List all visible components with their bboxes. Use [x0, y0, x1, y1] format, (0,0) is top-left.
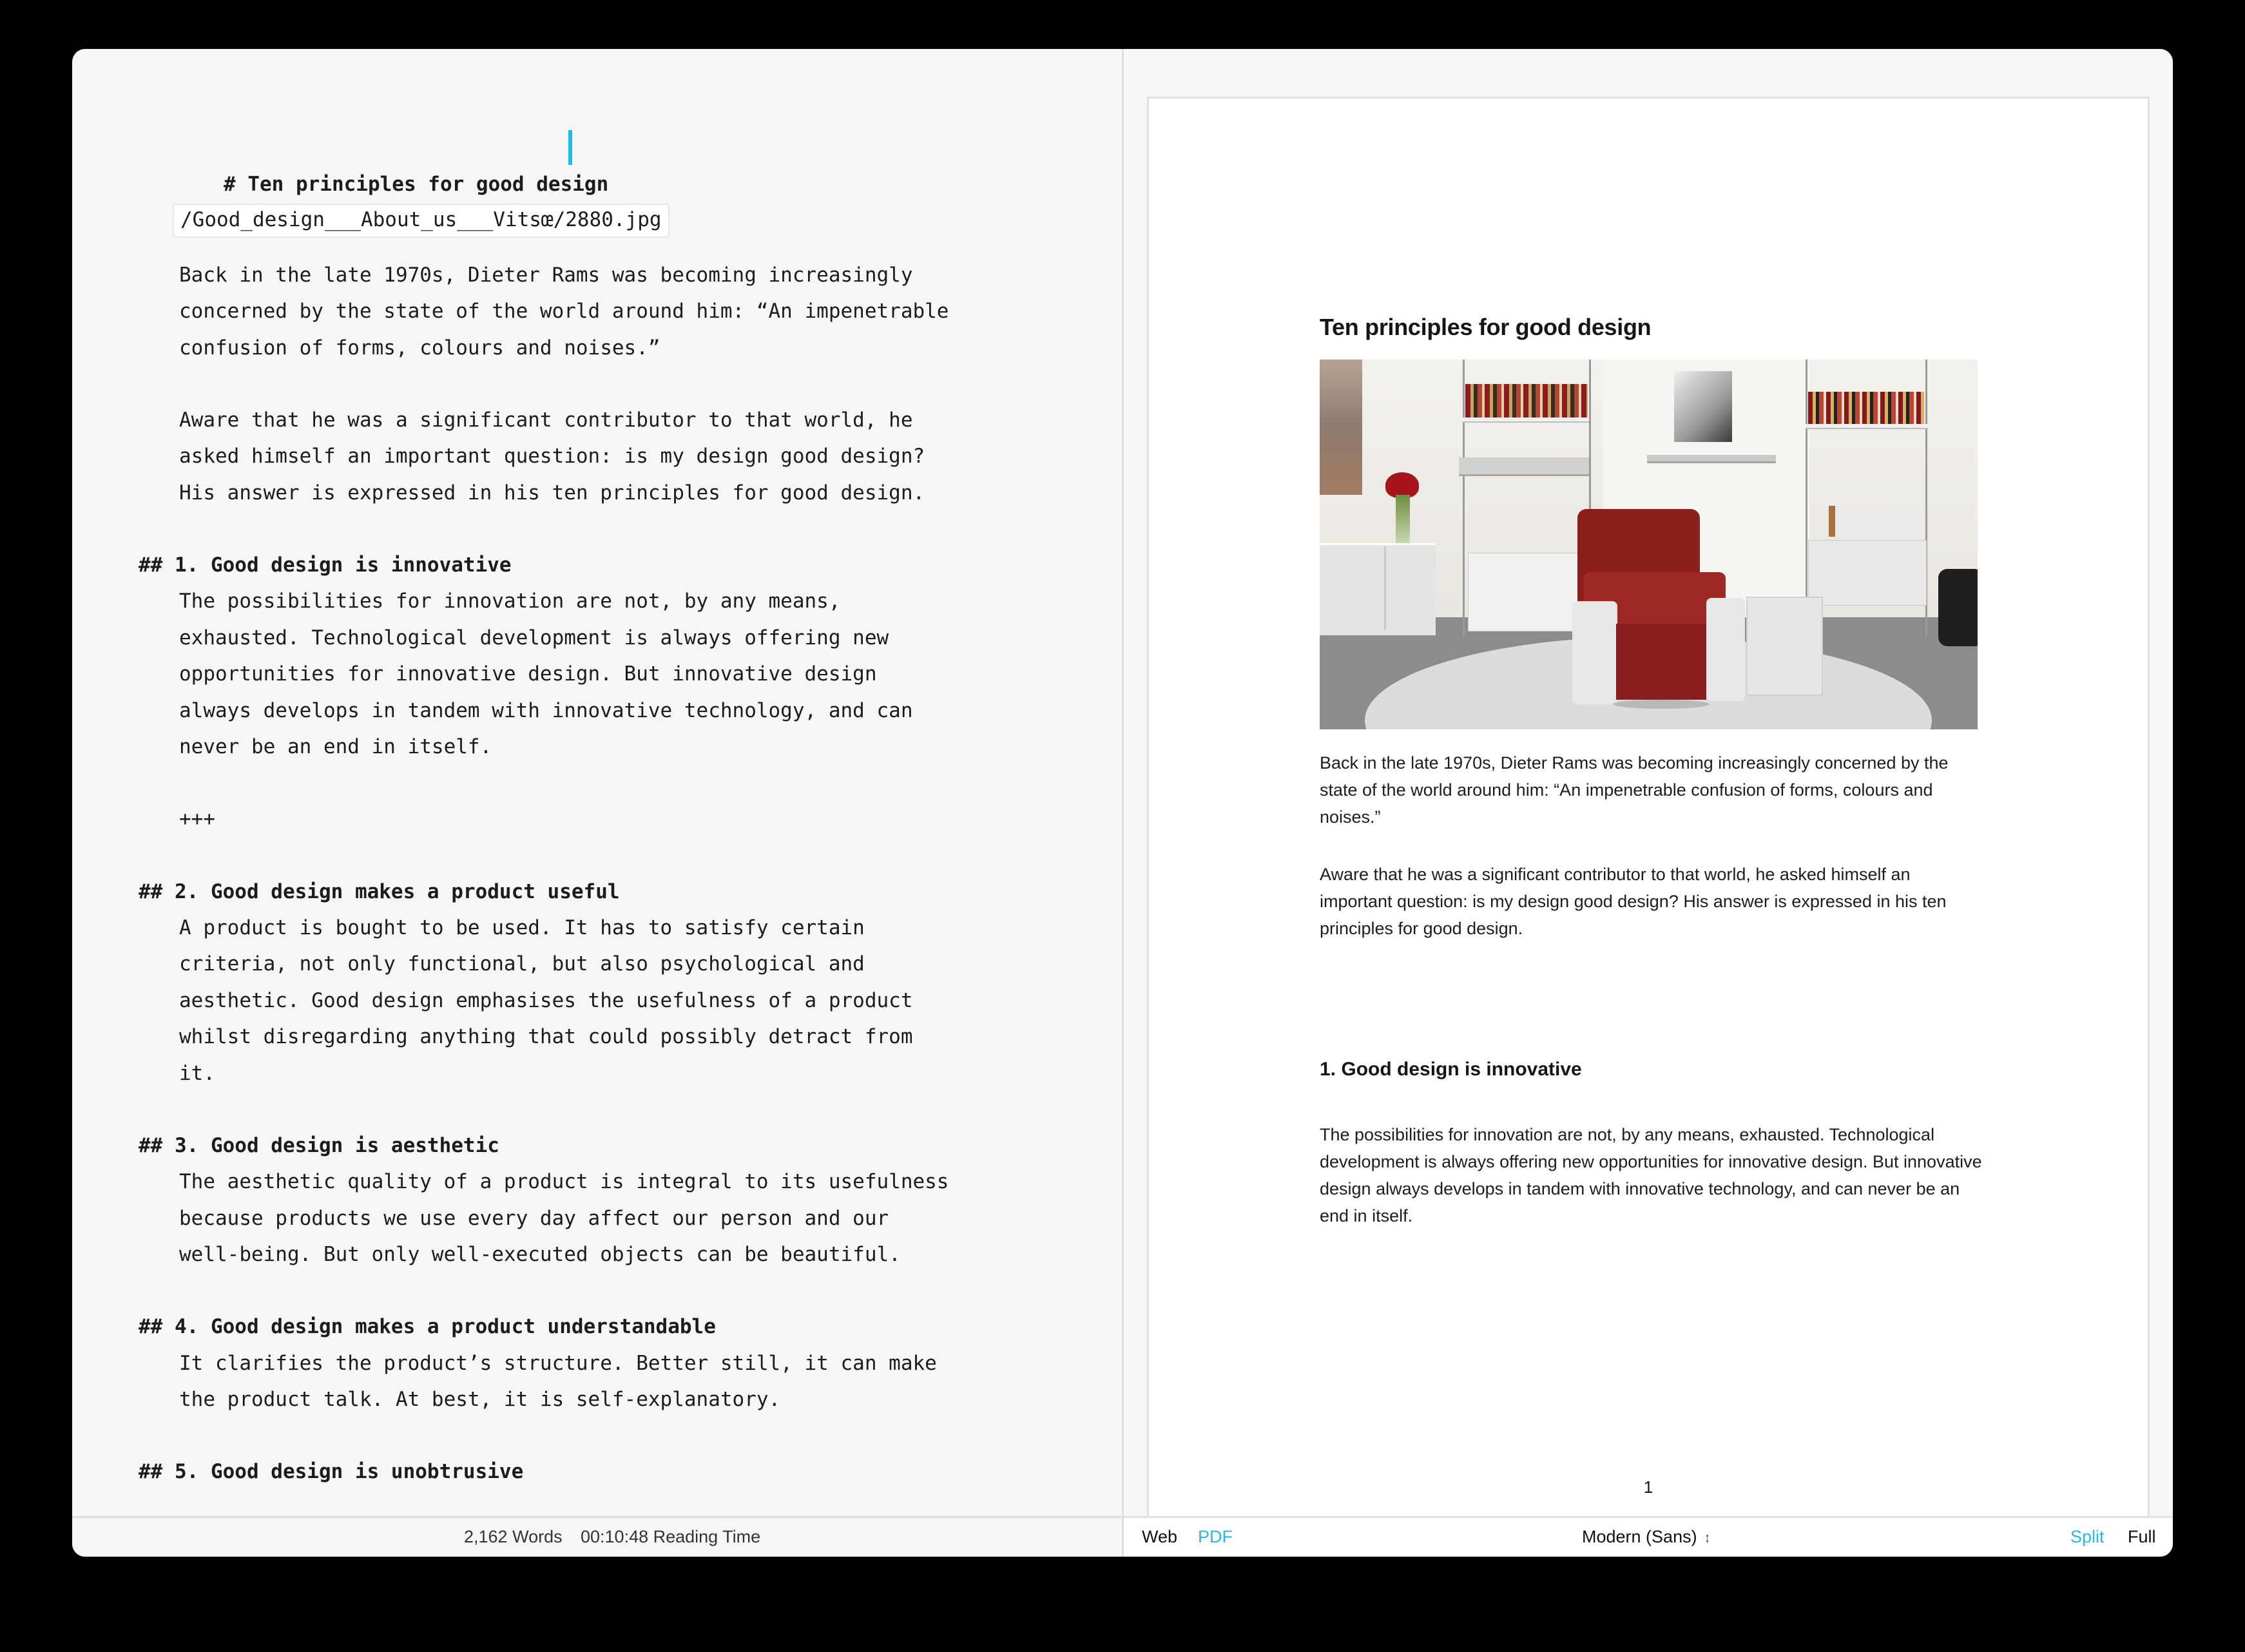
editor-text-line[interactable]: +++ [179, 807, 215, 831]
preview-pane [1124, 49, 2173, 1516]
editor-text-line[interactable]: always develops in tandem with innovative technology, and can [179, 699, 913, 722]
reading-time[interactable]: 00:10:48 Reading Time [581, 1527, 761, 1546]
preview-toolbar [1124, 1516, 2173, 1557]
editor-text-line[interactable]: It clarifies the product’s structure. Better still, it can make [179, 1352, 937, 1375]
editor-text-line[interactable]: Back in the late 1970s, Dieter Rams was becoming increasingly [179, 264, 913, 287]
editor-heading-line[interactable]: ## 5. Good design is unobtrusive [139, 1460, 524, 1483]
preview-image [1320, 360, 1978, 729]
editor-text-line[interactable]: opportunities for innovative design. But innovative design [179, 662, 877, 686]
editor-text-line[interactable]: exhausted. Technological development is always offering new [179, 626, 889, 649]
editor-status-bar [72, 1516, 1122, 1557]
editor-h1-line[interactable] [151, 130, 609, 196]
editor-text-line[interactable]: criteria, not only functional, but also psychological and [179, 952, 865, 975]
app-window [72, 49, 2173, 1557]
text-cursor [568, 130, 572, 165]
editor-heading-line[interactable]: ## 2. Good design makes a product useful [139, 880, 620, 903]
preview-heading-2: 1. Good design is innovative [1320, 1059, 1582, 1080]
markdown-editor[interactable] [72, 49, 1122, 1516]
up-down-chevron-icon: ↕ [1704, 1530, 1710, 1546]
editor-heading-line[interactable]: ## 1. Good design is innovative [139, 553, 512, 577]
editor-heading-line[interactable]: ## 3. Good design is aesthetic [139, 1134, 499, 1157]
editor-text-line[interactable]: asked himself an important question: is my design good design? [179, 445, 925, 468]
pdf-preview-button[interactable]: PDF [1198, 1527, 1233, 1546]
editor-text-line[interactable]: it. [179, 1062, 215, 1085]
preview-title: Ten principles for good design [1320, 314, 1652, 340]
editor-text-line[interactable]: Aware that he was a significant contributor to that world, he [179, 408, 913, 432]
editor-text-line[interactable]: because products we use every day affect our person and our [179, 1207, 889, 1230]
template-label: Modern (Sans) [1582, 1527, 1697, 1546]
h1-marker: # [223, 173, 236, 196]
editor-text-line[interactable]: The possibilities for innovation are not, by any means, [179, 590, 841, 613]
editor-text-line[interactable]: aesthetic. Good design emphasises the usefulness of a product [179, 989, 913, 1012]
pdf-page [1147, 97, 2150, 1516]
editor-text-line[interactable]: well-being. But only well-executed objects can be beautiful. [179, 1243, 901, 1266]
preview-paragraph: The possibilities for innovation are not, by any means, exhausted. Technological development is always offering new opportunities for innovative design. But innovative design always develops in tandem with innovative technology, and can never be an end in itself. [1320, 1125, 1982, 1225]
editor-text-line[interactable]: never be an end in itself. [179, 735, 492, 758]
editor-heading-line[interactable]: ## 4. Good design makes a product understandable [139, 1315, 716, 1338]
editor-text-line[interactable]: whilst disregarding anything that could possibly detract from [179, 1025, 913, 1048]
editor-text-line[interactable]: The aesthetic quality of a product is integral to its usefulness [179, 1170, 949, 1193]
page-number: 1 [1643, 1477, 1653, 1497]
editor-text-line[interactable]: A product is bought to be used. It has to satisfy certain [179, 916, 865, 939]
preview-paragraph: Back in the late 1970s, Dieter Rams was becoming increasingly concerned by the state of the world around him: “An impenetrable confusion of forms, colours and noises.” [1320, 753, 1949, 827]
preview-paragraph: Aware that he was a significant contributor to that world, he asked himself an important question: is my design good design? His answer is expressed in his ten principles for good design. [1320, 865, 1947, 938]
word-count[interactable]: 2,162 Words [464, 1527, 563, 1546]
template-selector[interactable] [1582, 1527, 1711, 1547]
split-view-button[interactable]: Split [2070, 1527, 2105, 1546]
editor-text-line[interactable]: confusion of forms, colours and noises.” [179, 336, 660, 360]
editor-text-line[interactable]: the product talk. At best, it is self-explanatory. [179, 1388, 781, 1411]
image-reference-block[interactable]: /Good_design___About_us___Vitsœ/2880.jpg [173, 204, 670, 238]
h1-text: Ten principles for good design [247, 173, 609, 196]
full-view-button[interactable]: Full [2128, 1527, 2156, 1546]
editor-text-line[interactable]: His answer is expressed in his ten principles for good design. [179, 481, 925, 504]
web-preview-button[interactable]: Web [1142, 1527, 1178, 1546]
editor-text-line[interactable]: concerned by the state of the world around him: “An impenetrable [179, 300, 949, 323]
